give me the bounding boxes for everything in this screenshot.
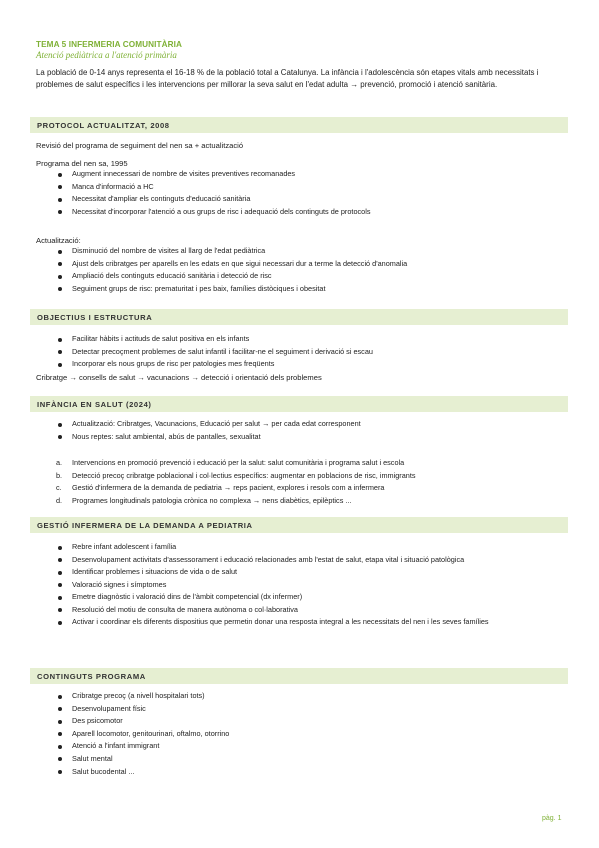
section-heading-label: OBJECTIUS I ESTRUCTURA	[37, 313, 153, 322]
lettered-list	[56, 457, 416, 507]
list-item: Nous reptes: salut ambiental, abús de pantalles, sexualitat	[56, 431, 361, 444]
document-subtitle: Atenció pediàtrica a l'atenció primària	[36, 50, 177, 60]
list-item: Resolució del motiu de consulta de manera autònoma o col·laborativa	[56, 604, 571, 617]
list-item: Aparell locomotor, genitourinari, oftalmo, otorrino	[56, 728, 229, 741]
section-heading-label: GESTIÓ INFERMERA DE LA DEMANDA A PEDIATRIA	[37, 521, 253, 530]
list-item: Desenvolupament activitats d'assessorament i educació relacionades amb l'estat de salut, etapa vital i situació patològica	[56, 554, 571, 566]
list-item: Disminució del nombre de visites al llarg de l'edat pediàtrica	[56, 245, 407, 258]
list-item: Manca d'informació a HC	[56, 181, 370, 194]
page-number: pàg. 1	[542, 815, 562, 822]
list-item: Desenvolupament físic	[56, 703, 229, 716]
section-heading-objectius	[30, 309, 568, 325]
list-item: Detectar precoçment problemes de salut infantil i facilitar-ne el seguiment i derivació si escau	[56, 346, 373, 359]
list-item-text: Intervencions en promoció prevenció i educació per la salut: salut comunitària i programa salut i escola	[72, 458, 405, 467]
list-item: Activar i coordinar els diferents dispositius que permetin donar una resposta integral a les necessitats del nen i les seves famílies	[56, 616, 571, 627]
section-heading-gestio	[30, 517, 568, 533]
list-item: Seguiment grups de risc: prematuritat i pes baix, famílies distòciques i obesitat	[56, 283, 407, 296]
list-item: Identificar problemes i situacions de vida o de salut	[56, 566, 571, 579]
list-item: Valoració signes i símptomes	[56, 579, 571, 592]
bullet-list	[56, 418, 361, 443]
list-item: Salut mental	[56, 753, 229, 766]
list-item-text: Detecció precoç cribratge poblacional i col·lectius específics: augmentar en poblacions de risc, immigrants	[72, 470, 416, 480]
bullet-list	[56, 541, 571, 628]
paragraph: Programa del nen sa, 1995	[36, 159, 128, 168]
bullet-list	[56, 245, 407, 295]
list-item: Incorporar els nous grups de risc per patologies mes freqüents	[56, 358, 373, 371]
flow-paragraph: Cribratge → consells de salut → vacunacions → detecció i orientació dels problemes	[36, 373, 322, 382]
list-item: Salut bucodental ...	[56, 766, 229, 779]
list-item: Emetre diagnòstic i valoració dins de l'àmbit competencial (dx infermer)	[56, 591, 571, 604]
list-item: Cribratge precoç (a nivell hospitalari tots)	[56, 690, 229, 703]
section-heading-label: PROTOCOL ACTUALITZAT, 2008	[37, 121, 170, 130]
bullet-list	[56, 333, 373, 371]
list-item: Necessitat d'ampliar els continguts d'educació sanitària	[56, 193, 370, 206]
section-heading-infancia	[30, 396, 568, 412]
list-item	[56, 457, 416, 470]
paragraph: Revisió del programa de seguiment del nen sa + actualització	[36, 141, 244, 150]
list-item: Des psicomotor	[56, 715, 229, 728]
paragraph: Actualització:	[36, 236, 81, 245]
document-title: TEMA 5 INFERMERIA COMUNITÀRIA	[36, 40, 183, 49]
section-heading-continguts	[30, 668, 568, 684]
list-marker: c.	[56, 483, 62, 493]
bullet-list	[56, 690, 229, 778]
section-heading-protocol	[30, 117, 568, 133]
list-item: Facilitar hàbits i actituds de salut positiva en els infants	[56, 333, 373, 346]
list-marker: d.	[56, 495, 63, 505]
list-item	[56, 470, 416, 483]
list-item	[56, 482, 416, 495]
list-item: Augment innecessari de nombre de visites preventives recomanades	[56, 168, 370, 181]
list-item-text: Gestió d'infermera de la demanda de pediatria → reps pacient, explores i resols com a infermera	[72, 483, 385, 493]
list-item: Necessitat d'incorporar l'atenció a ous grups de risc i adequació dels continguts de protocols	[56, 206, 370, 219]
list-marker: b.	[56, 470, 63, 480]
list-item: Ampliació dels continguts educació sanitària i detecció de risc	[56, 270, 407, 283]
list-item: Rebre infant adolescent i família	[56, 541, 571, 554]
list-item-text: Programes longitudinals patologia crònica no complexa → nens diabètics, epilèptics ...	[72, 495, 352, 505]
list-marker: a.	[56, 458, 63, 467]
section-heading-label: CONTINGUTS PROGRAMA	[37, 672, 146, 681]
bullet-list	[56, 168, 370, 218]
section-heading-label: INFÀNCIA EN SALUT (2024)	[37, 400, 152, 409]
intro-paragraph: La població de 0-14 anys representa el 16-18 % de la població total a Catalunya. La infància i l'adolescència són etapes vitals amb necessitats i problemes de salut específics i les intervencions per millorar la seva salut en l'edat adulta → prevenció, promoció i atenció sanitària.	[36, 68, 539, 90]
list-item: Atenció a l'infant immigrant	[56, 740, 229, 753]
list-item: Actualització: Cribratges, Vacunacions, Educació per salut → per cada edat corresponent	[56, 418, 361, 431]
list-item: Ajust dels cribratges per aparells en les edats en que sigui necessari dur a terme la detecció d'anomalia	[56, 258, 407, 271]
list-item	[56, 495, 416, 508]
